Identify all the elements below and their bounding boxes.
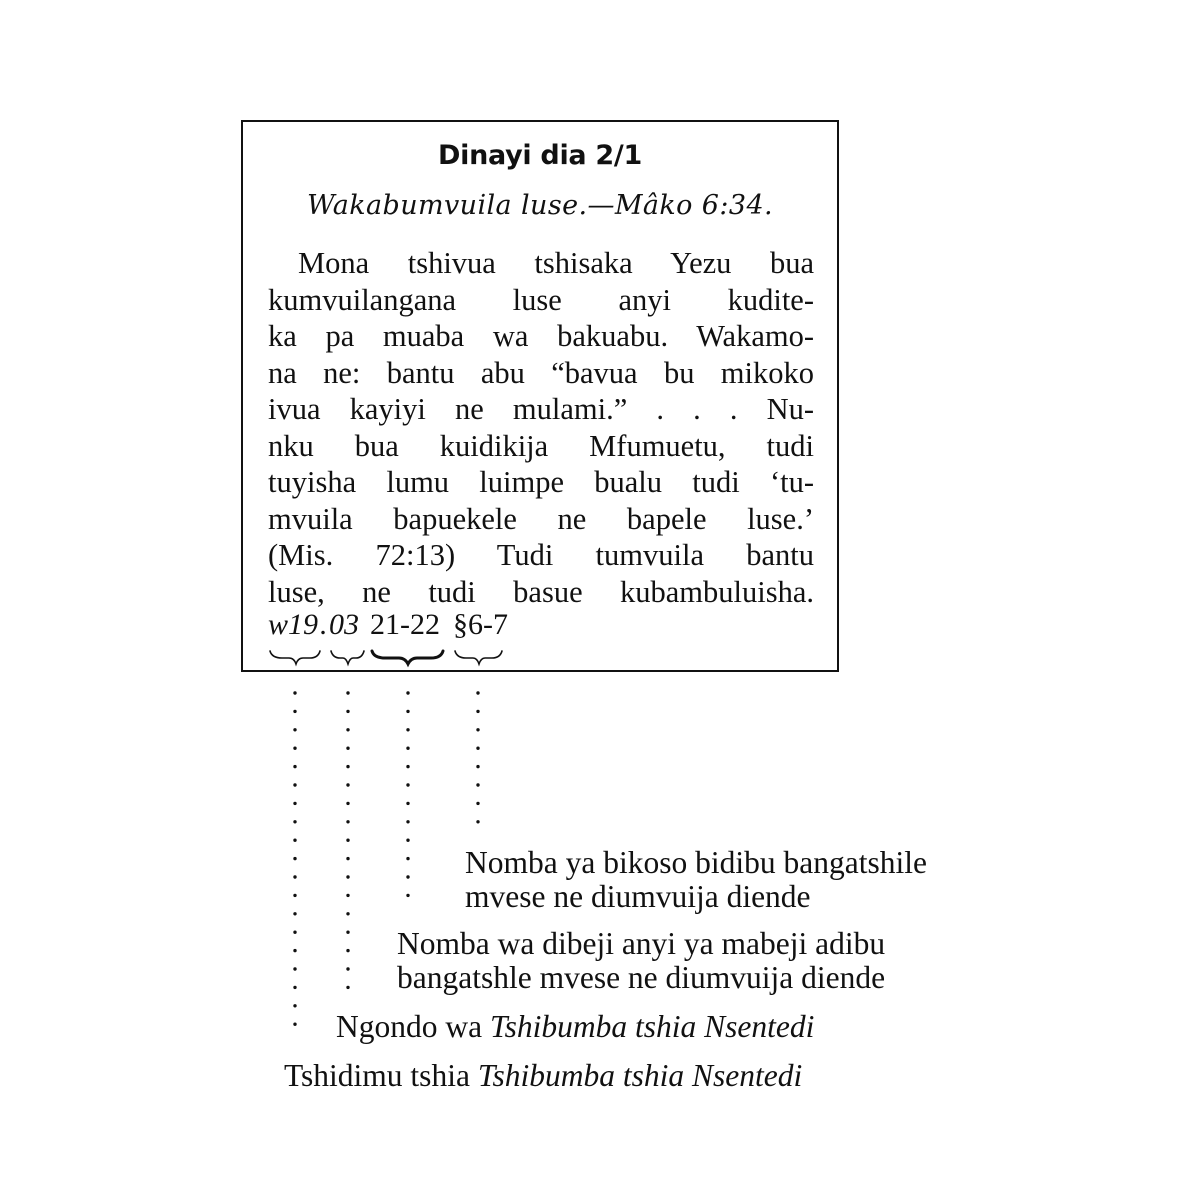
body-line: kumvuilangana luse anyi kudite- bbox=[268, 282, 814, 317]
issue-month-label bbox=[336, 1010, 814, 1044]
page-number-label bbox=[397, 927, 885, 995]
body-line: ivua kayiyi ne mulami.” . . . Nu- bbox=[268, 392, 814, 426]
card-date-title: Dinayi dia 2/1 bbox=[438, 140, 642, 171]
ref-paragraphs: §6-7 bbox=[453, 608, 508, 641]
ref-separator: . bbox=[320, 608, 328, 641]
ref-issue: 03 bbox=[329, 608, 359, 641]
issue-brace bbox=[331, 651, 364, 664]
body-line: ka pa muaba wa bakuabu. Wakamo- bbox=[268, 319, 814, 353]
page-label-line: Nomba wa dibeji anyi ya mabeji adibu bbox=[397, 926, 886, 961]
volume-year-label bbox=[284, 1059, 802, 1093]
page-label-line: bangatshle mvese ne diumvuija diende bbox=[397, 960, 886, 995]
body-line: nku bua kuidikija Mfumuetu, tudi bbox=[268, 428, 814, 463]
issue-label-publication: Tshibumba tshia Nsentedi bbox=[489, 1009, 815, 1044]
volume-label-publication: Tshibumba tshia Nsentedi bbox=[477, 1058, 803, 1093]
paragraph-label-line: Nomba ya bikoso bidibu bangatshile bbox=[465, 845, 927, 880]
ref-volume: w19 bbox=[268, 608, 319, 641]
paragraph-label-line: mvese ne diumvuija diende bbox=[465, 879, 811, 914]
body-line: mvuila bapuekele ne bapele luse.’ bbox=[268, 501, 814, 536]
volume-brace bbox=[270, 651, 320, 664]
ref-pages: 21-22 bbox=[370, 608, 440, 641]
body-line: (Mis. 72:13) Tudi tumvuila bantu bbox=[268, 538, 814, 572]
volume-label-prefix: Tshidimu tshia bbox=[284, 1058, 478, 1093]
paragraphs-brace bbox=[455, 651, 502, 664]
card-theme-scripture: Wakabumvuila luse.—Mâko 6:34. bbox=[306, 190, 774, 221]
pages-brace bbox=[372, 651, 443, 664]
body-line: Mona tshivua tshisaka Yezu bua bbox=[298, 246, 814, 280]
paragraph-number-label bbox=[465, 846, 927, 914]
body-line: luse, ne tudi basue kubambuluisha. bbox=[268, 574, 814, 609]
issue-label-prefix: Ngondo wa bbox=[336, 1009, 490, 1044]
body-line: tuyisha lumu luimpe bualu tudi ‘tu- bbox=[268, 465, 814, 499]
body-line: na ne: bantu abu “bavua bu mikoko bbox=[268, 355, 814, 390]
